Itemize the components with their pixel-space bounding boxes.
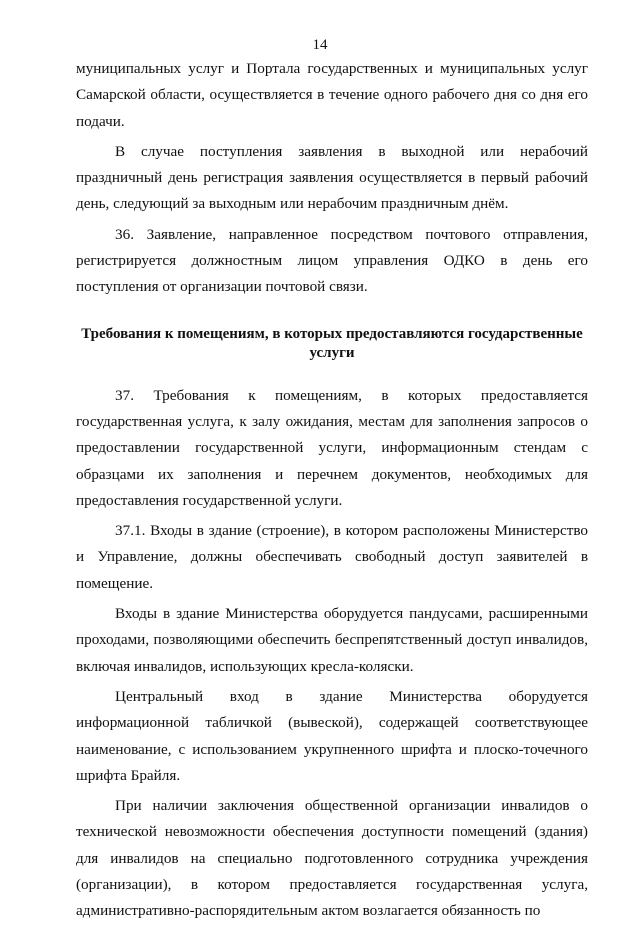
page-number: 14 [312, 37, 328, 53]
paragraph-37: 37. Требования к помещениям, в которых предоставляется государственная услуга, к залу ожидания, местам для заполнения запросов о предоставлении государственной услуги, информационным стендам с образцами их заполнения и перечнем документов, необходимых для предоставления государственной услуги. [76, 386, 588, 509]
paragraph-37-1: 37.1. Входы в здание (строение), в котором расположены Министерство и Управление, должны обеспечивать свободный доступ заявителей в помещение. [76, 522, 588, 592]
paragraph-ramps: Входы в здание Министерства оборудуется пандусами, расширенными проходами, позволяющими обеспечить беспрепятственный доступ инвалидов, включая инвалидов, использующих кресла-коляски. [76, 605, 588, 675]
document-body [76, 56, 588, 925]
paragraph-accessibility: При наличии заключения общественной организации инвалидов о технической невозможности обеспечения доступности помещений (здания) для инвалидов на специально подготовленного сотрудника учреждения (организации), в котором предоставляется государственная услуга, административно-распорядительным актом возлагается обязанность по [76, 797, 588, 920]
paragraph-36: 36. Заявление, направленное посредством почтового отправления, регистрируется должностным лицом управления ОДКО в день его поступления от организации почтовой связи. [76, 225, 588, 296]
paragraph-central-entrance: Центральный вход в здание Министерства оборудуется информационной табличкой (вывеской), содержащей соответствующее наименование, с использованием укрупненного шрифта и плоско-точечного шрифта Брайля. [76, 687, 588, 784]
paragraph-weekend-registration: В случае поступления заявления в выходной или нерабочий праздничный день регистрация заявления осуществляется в первый рабочий день, следующий за выходным или нерабочим праздничным днём. [76, 142, 588, 213]
section-heading: Требования к помещениям, в которых предоставляются государственные услуги [81, 325, 583, 361]
paragraph-continuation: муниципальных услуг и Портала государственных и муниципальных услуг Самарской области, осуществляется в течение одного рабочего дня со дня его подачи. [76, 60, 588, 130]
